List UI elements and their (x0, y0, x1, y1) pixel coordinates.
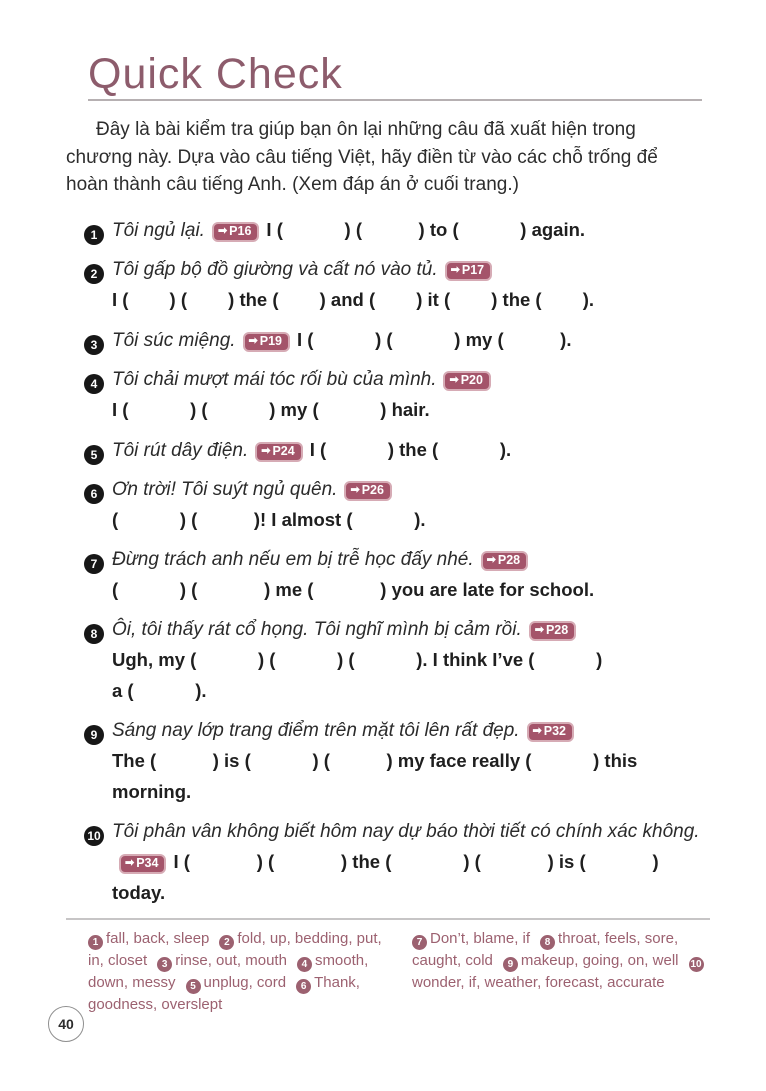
answer-entry (186, 974, 287, 991)
page-ref-label: P17 (461, 262, 485, 277)
answer-number: 3 (157, 957, 172, 972)
vietnamese-sentence: Ơn trời! Tôi suýt ngủ quên. (112, 478, 338, 500)
english-fill-line: I ( ) ( ) my ( ). (297, 328, 572, 350)
answer-text: unplug, cord (203, 973, 287, 991)
english-fill-line: today. (112, 881, 166, 903)
title-underline-rule (88, 99, 702, 101)
exercise-list (84, 215, 710, 909)
answer-number: 5 (186, 979, 201, 994)
english-fill-line: morning. (112, 780, 192, 802)
page-ref-label: P28 (545, 622, 569, 637)
answer-text: fall, back, sleep (106, 929, 210, 947)
item-line (84, 475, 710, 505)
page-ref-label: P20 (460, 372, 483, 387)
arrow-right-icon: ➡ (261, 444, 271, 457)
english-fill-line: I ( ) ( ) to ( ) again. (266, 218, 586, 240)
arrow-right-icon: ➡ (449, 373, 459, 386)
arrow-right-icon: ➡ (450, 263, 460, 276)
page-ref-badge (344, 481, 391, 501)
item-line (84, 777, 710, 808)
answer-text: wonder, if, weather, forecast, accurate (412, 973, 665, 991)
english-fill-line: The ( ) is ( ) ( ) my face really ( ) this (112, 749, 638, 771)
intro-paragraph (66, 116, 710, 199)
page-ref-label: P34 (136, 855, 159, 870)
intro-line: Đây là bài kiểm tra giúp bạn ôn lại những câu đã xuất hiện trong (96, 119, 636, 141)
item-number: 5 (84, 445, 104, 465)
item-line (84, 215, 710, 246)
arrow-right-icon: ➡ (532, 724, 542, 737)
answer-entry (503, 952, 679, 969)
answer-entry (412, 930, 530, 947)
page-ref-label: P24 (272, 443, 295, 458)
answer-column-2 (412, 928, 710, 1015)
page-ref-badge (119, 854, 166, 874)
vietnamese-sentence: Ôi, tôi thấy rát cổ họng. Tôi nghĩ mình bị cảm rồi. (112, 618, 522, 640)
page-ref-badge (445, 261, 492, 281)
item-line (84, 325, 710, 356)
answer-column-1 (88, 928, 384, 1015)
vietnamese-sentence: Tôi ngủ lại. (112, 219, 205, 241)
page-ref-badge (527, 722, 574, 742)
item-number: 4 (84, 374, 104, 394)
item-line (84, 435, 710, 466)
answer-text: smooth, down, messy (88, 951, 369, 991)
exercise-item (84, 545, 710, 606)
answer-text: fold, up, bedding, put, in, closet (88, 929, 382, 969)
exercise-item (84, 817, 710, 909)
english-fill-line: I ( ) ( ) the ( ) ( ) is ( ) (173, 850, 659, 872)
arrow-right-icon: ➡ (534, 623, 544, 636)
answer-number: 10 (690, 958, 702, 970)
vietnamese-sentence: Sáng nay lớp trang điểm trên mặt tôi lên rất đẹp. (112, 719, 520, 741)
exercise-item (84, 435, 710, 466)
item-number: 6 (84, 484, 104, 504)
exercise-item (84, 255, 710, 316)
item-line (84, 505, 710, 536)
answer-number: 1 (88, 935, 103, 950)
answer-text: rinse, out, mouth (175, 951, 287, 969)
english-fill-line: I ( ) ( ) the ( ) and ( ) it ( ) the ( ). (112, 288, 595, 310)
exercise-item (84, 365, 710, 426)
vietnamese-sentence: Tôi gấp bộ đồ giường và cất nó vào tủ. (112, 258, 438, 280)
item-line (84, 676, 710, 707)
answer-number: 8 (540, 935, 555, 950)
item-number: 8 (84, 624, 104, 644)
item-line (84, 395, 710, 426)
answer-text: Thank, goodness, overslept (88, 973, 360, 1013)
item-line (84, 878, 710, 909)
vietnamese-sentence: Tôi phân vân không biết hôm nay dự báo thời tiết có chính xác không. (112, 820, 700, 842)
item-line (84, 365, 710, 395)
answer-number: 2 (219, 935, 234, 950)
exercise-item (84, 325, 710, 356)
page-ref-badge (443, 371, 490, 391)
answer-number: 6 (296, 979, 311, 994)
english-fill-line: ( ) ( ) me ( ) you are late for school. (112, 578, 595, 600)
vietnamese-sentence: Tôi súc miệng. (112, 329, 236, 351)
answer-entry (88, 930, 209, 947)
english-fill-line: I ( ) ( ) my ( ) hair. (112, 398, 430, 420)
item-number: 10 (84, 826, 104, 846)
arrow-right-icon: ➡ (350, 483, 360, 496)
exercise-item (84, 475, 710, 536)
page-ref-label: P26 (361, 482, 384, 497)
page-ref-label: P16 (229, 223, 252, 238)
item-number: 1 (84, 225, 104, 245)
exercise-item (84, 716, 710, 808)
item-line (84, 285, 710, 316)
answer-text: makeup, going, on, well (520, 951, 679, 969)
answer-text: throat, feels, sore, caught, cold (412, 929, 679, 969)
arrow-right-icon: ➡ (486, 553, 496, 566)
item-number: 2 (84, 264, 104, 284)
item-number: 7 (84, 554, 104, 574)
exercise-item (84, 615, 710, 707)
english-fill-line: I ( ) the ( ). (309, 438, 512, 460)
arrow-right-icon: ➡ (217, 224, 228, 237)
item-line (84, 575, 710, 606)
answer-number: 4 (297, 957, 312, 972)
item-line (84, 615, 710, 645)
page-ref-label: P19 (259, 333, 283, 348)
page-ref-badge (212, 222, 259, 242)
page-title: Quick Check (88, 50, 343, 98)
exercise-item (84, 215, 710, 246)
item-line (84, 746, 710, 777)
item-line (84, 716, 710, 746)
item-line (84, 645, 710, 676)
page-ref-badge (243, 332, 290, 352)
intro-line: chương này. Dựa vào câu tiếng Việt, hãy điền từ vào các chỗ trống để (66, 146, 658, 168)
arrow-right-icon: ➡ (248, 334, 258, 347)
vietnamese-sentence: Tôi rút dây điện. (112, 439, 249, 461)
answer-key (66, 918, 710, 1015)
page-ref-badge (255, 442, 302, 462)
page-ref-badge (529, 621, 576, 641)
page-ref-badge (481, 551, 528, 571)
english-fill-line: a ( ). (112, 679, 207, 701)
page-ref-label: P28 (497, 552, 521, 567)
english-fill-line: ( ) ( )! I almost ( ). (112, 508, 426, 530)
vietnamese-sentence: Đừng trách anh nếu em bị trễ học đấy nhé. (112, 548, 474, 570)
arrow-right-icon: ➡ (125, 856, 135, 869)
item-line (84, 545, 710, 575)
answer-text: Don’t, blame, if (430, 929, 531, 947)
page-number: 40 (58, 1016, 74, 1032)
vietnamese-sentence: Tôi chải mượt mái tóc rối bù của mình. (112, 368, 437, 390)
intro-line: hoàn thành câu tiếng Anh. (Xem đáp án ở cuối trang.) (66, 174, 519, 196)
item-line (84, 847, 710, 878)
item-number: 3 (84, 335, 104, 355)
english-fill-line: Ugh, my ( ) ( ) ( ). I think I’ve ( ) (112, 648, 603, 670)
page-number-badge (48, 1006, 84, 1042)
item-number: 9 (84, 725, 104, 745)
answer-entry (157, 952, 287, 969)
answer-number: 9 (503, 957, 518, 972)
answer-number: 7 (412, 935, 427, 950)
page-ref-label: P32 (543, 723, 567, 738)
item-line (84, 255, 710, 285)
item-line (84, 817, 710, 847)
